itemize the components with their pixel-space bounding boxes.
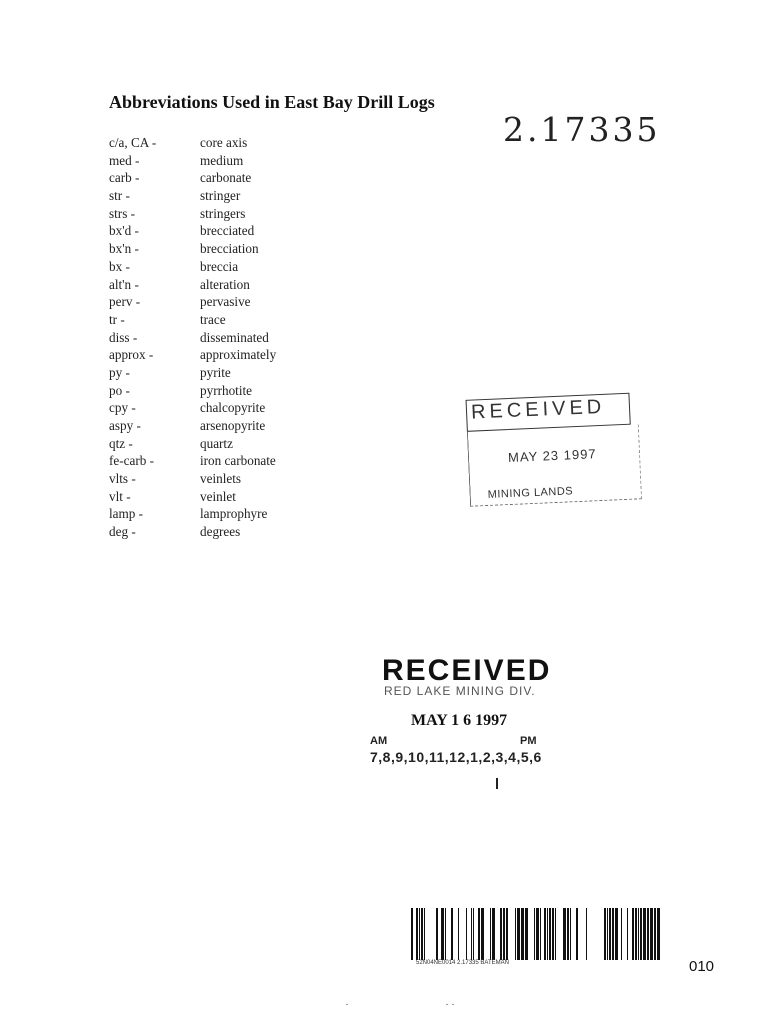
abbreviation-row [109,293,329,311]
abbreviation-definition: medium [200,152,244,168]
barcode-bar [492,908,495,960]
abbreviation-list [109,134,329,541]
barcode-bar [657,908,660,960]
barcode-bar [424,908,425,960]
abbreviation-definition: approximately [200,347,277,363]
scan-speck [452,1004,454,1005]
barcode-bar [650,908,653,960]
abbreviation-row [109,382,329,400]
abbreviation-row [109,435,329,453]
abbreviation-definition: alteration [200,276,250,292]
abbreviation-row [109,417,329,435]
abbreviation-term: tr - [109,311,125,327]
barcode-bar [563,908,566,960]
barcode-bar [458,908,459,960]
abbreviation-definition: breccia [200,258,239,274]
barcode-bar [609,908,611,960]
abbreviation-definition: pervasive [200,294,251,310]
barcode-bar [549,908,551,960]
abbreviation-term: strs - [109,205,136,221]
abbreviation-term: lamp - [109,506,144,522]
barcode-bar [638,908,639,960]
abbreviation-row [109,470,329,488]
barcode-bar [627,908,628,960]
abbreviation-row [109,240,329,258]
barcode-bar [506,908,508,960]
abbreviation-row [109,169,329,187]
barcode-bar [534,908,535,960]
barcode-bar [576,908,578,960]
barcode-bar [436,908,438,960]
barcode-bar [615,908,618,960]
document-barcode [411,908,661,960]
abbreviation-row [109,399,329,417]
barcode-bar [451,908,453,960]
abbreviation-definition: pyrrhotite [200,382,253,398]
abbreviation-term: perv - [109,294,141,310]
scan-speck [446,1004,448,1005]
abbreviation-term: diss - [109,329,138,345]
abbreviation-row [109,523,329,541]
abbreviation-term: bx - [109,258,130,274]
abbreviation-term: deg - [109,524,136,540]
abbreviation-definition: degrees [200,524,241,540]
abbreviation-row [109,187,329,205]
barcode-bar [555,908,556,960]
abbreviation-term: cpy - [109,400,136,416]
abbreviation-row [109,346,329,364]
barcode-bar [478,908,480,960]
barcode-bar [503,908,505,960]
barcode-bar [635,908,637,960]
abbreviation-definition: iron carbonate [200,453,276,469]
abbreviation-definition: arsenopyrite [200,418,266,433]
abbreviation-definition: brecciation [200,241,259,257]
received-stamp-date: MAY 23 1997 [507,446,597,466]
abbreviation-row [109,205,329,223]
barcode-bar [471,908,472,960]
abbreviation-term: str - [109,188,130,204]
received-stamp-mining-lands [466,392,645,516]
abbreviation-term: carb - [109,170,140,186]
barcode-bar [481,908,484,960]
abbreviation-row [109,311,329,329]
barcode-bar [632,908,634,960]
barcode-bar [411,908,413,960]
abbreviation-definition: disseminated [200,329,269,345]
abbreviation-row [109,152,329,170]
barcode-bar [521,908,524,960]
abbreviation-definition: quartz [200,435,233,451]
abbreviation-term: approx - [109,347,154,363]
abbreviation-definition: pyrite [200,364,231,380]
received-stamp-red-lake-office: RED LAKE MINING DIV. [384,684,536,698]
received-stamp-time-marker [496,778,498,789]
abbreviation-term: alt'n - [109,276,139,292]
abbreviation-row [109,488,329,506]
received-stamp-red-lake-heading: RECEIVED [382,654,552,687]
abbreviation-definition: trace [200,311,226,327]
barcode-bar [490,908,491,960]
barcode-bar [500,908,502,960]
barcode-bar [586,908,587,960]
abbreviation-definition: carbonate [200,170,252,186]
barcode-bar [604,908,606,960]
barcode-caption: 52N04NE0014 2.17335 BATEMAN [416,960,509,966]
abbreviation-definition: stringer [200,188,241,204]
abbreviation-row [109,329,329,347]
abbreviation-term: qtz - [109,435,133,451]
barcode-bar [466,908,467,960]
received-stamp-office: MINING LANDS [487,485,574,501]
barcode-bar [515,908,516,960]
abbreviation-row [109,505,329,523]
scan-speck [346,1004,348,1005]
document-title: Abbreviations Used in East Bay Drill Logs [109,92,435,112]
barcode-bar [416,908,418,960]
barcode-bar [473,908,474,960]
abbreviation-row [109,134,329,152]
abbreviation-term: po - [109,382,130,398]
abbreviation-row [109,222,329,240]
abbreviation-term: aspy - [109,418,141,433]
barcode-bar [647,908,649,960]
received-stamp-hour-scale: 7,8,9,10,11,12,1,2,3,4,5,6 [370,749,542,765]
abbreviation-definition: chalcopyrite [200,400,266,416]
barcode-bar [536,908,539,960]
barcode-bar [621,908,622,960]
barcode-bar [540,908,541,960]
abbreviation-term: py - [109,364,130,380]
barcode-bar [570,908,571,960]
abbreviation-definition: veinlet [200,488,236,504]
barcode-bar [544,908,546,960]
received-stamp-heading: RECEIVED [470,395,606,424]
page-code: 010 [689,958,715,975]
received-stamp-am-label: AM [370,735,388,747]
handwritten-file-number: 2.17335 [503,110,661,149]
abbreviation-definition: stringers [200,205,246,221]
barcode-bar [640,908,642,960]
barcode-bar [567,908,569,960]
barcode-bar [607,908,608,960]
barcode-bar [654,908,656,960]
abbreviation-term: bx'n - [109,241,139,257]
abbreviation-term: vlts - [109,471,136,487]
abbreviation-row [109,452,329,470]
barcode-bar [445,908,446,960]
abbreviation-definition: core axis [200,135,248,150]
abbreviation-term: fe-carb - [109,453,155,469]
barcode-bar [547,908,548,960]
received-stamp-red-lake-date: MAY 1 6 1997 [411,712,508,729]
barcode-bar [517,908,520,960]
barcode-bar [441,908,444,960]
abbreviation-row [109,258,329,276]
barcode-bar [612,908,614,960]
abbreviation-row [109,364,329,382]
barcode-bar [643,908,646,960]
received-stamp-pm-label: PM [520,735,537,747]
barcode-bar [552,908,554,960]
abbreviation-term: med - [109,152,140,168]
abbreviation-definition: brecciated [200,223,255,239]
barcode-bar [421,908,423,960]
abbreviation-term: c/a, CA - [109,135,157,150]
abbreviation-definition: veinlets [200,471,242,487]
barcode-bar [419,908,420,960]
abbreviation-term: bx'd - [109,223,139,239]
abbreviation-definition: lamprophyre [200,506,268,522]
barcode-bar [525,908,528,960]
abbreviation-term: vlt - [109,488,131,504]
abbreviation-row [109,276,329,294]
